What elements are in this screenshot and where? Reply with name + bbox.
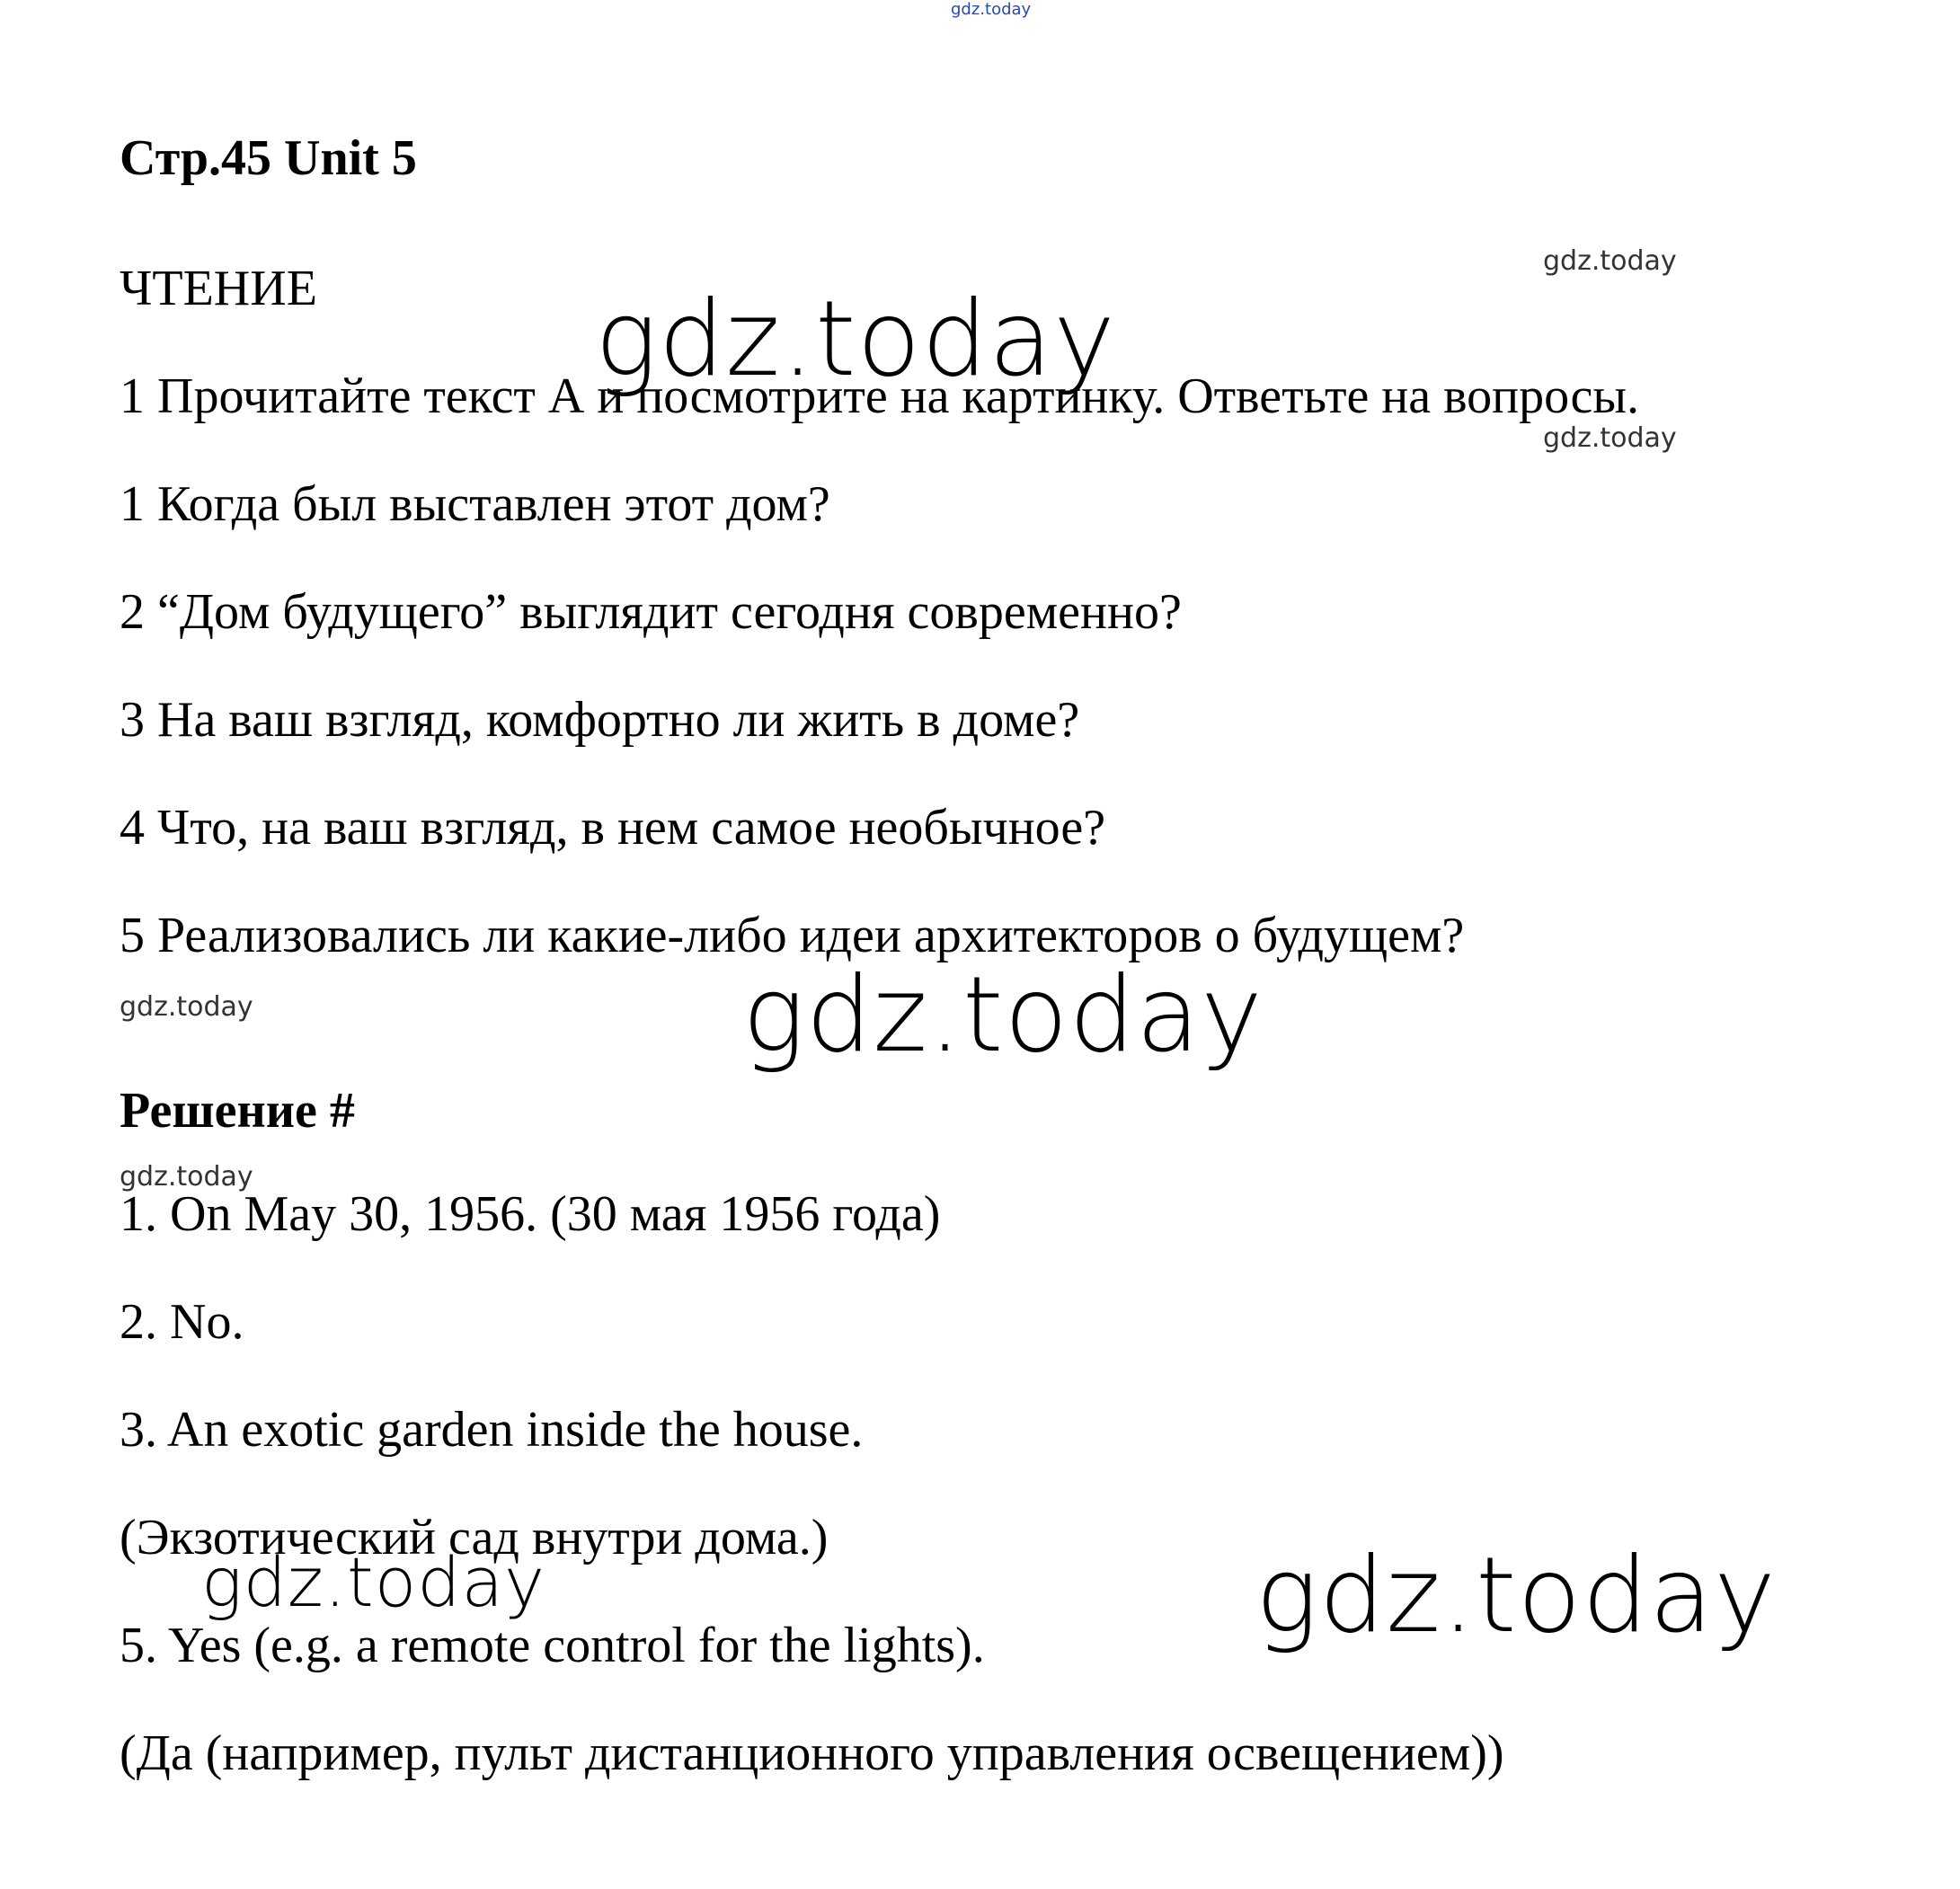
answer-item: 2. No.	[120, 1294, 244, 1350]
watermark-large: gdz.today	[1255, 1535, 1777, 1656]
watermark-large: gdz.today	[742, 954, 1264, 1076]
question-item: 1 Когда был выставлен этот дом?	[120, 476, 830, 532]
watermark-top: gdz.today	[951, 0, 1032, 19]
answer-translation: (Экзотический сад внутри дома.)	[120, 1510, 829, 1565]
watermark-small: gdz.today	[120, 991, 253, 1023]
question-item: 2 “Дом будущего” выглядит сегодня современно?	[120, 584, 1182, 640]
page-title: Стр.45 Unit 5	[120, 130, 417, 186]
question-item: 5 Реализовались ли какие-либо идеи архитекторов о будущем?	[120, 908, 1465, 963]
watermark-large: gdz.today	[595, 279, 1116, 400]
watermark-small: gdz.today	[1543, 422, 1677, 454]
section-heading: ЧТЕНИЕ	[120, 261, 317, 316]
answer-item: 1. On May 30, 1956. (30 мая 1956 года)	[120, 1186, 941, 1242]
watermark-small: gdz.today	[1543, 245, 1677, 277]
answer-item: 3. An exotic garden inside the house.	[120, 1402, 864, 1458]
solution-heading: Решение #	[120, 1083, 355, 1139]
task-instruction: 1 Прочитайте текст А и посмотрите на картинку. Ответьте на вопросы.	[120, 368, 1640, 424]
watermark-small: gdz.today	[120, 1161, 253, 1193]
answer-item: 5. Yes (e.g. a remote control for the lights).	[120, 1618, 985, 1673]
answer-translation: (Да (например, пульт дистанционного управления освещением))	[120, 1725, 1504, 1781]
question-item: 3 На ваш взгляд, комфортно ли жить в доме?	[120, 692, 1080, 748]
watermark-medium: gdz.today	[201, 1542, 545, 1622]
question-item: 4 Что, на ваш взгляд, в нем самое необычное?	[120, 800, 1106, 856]
